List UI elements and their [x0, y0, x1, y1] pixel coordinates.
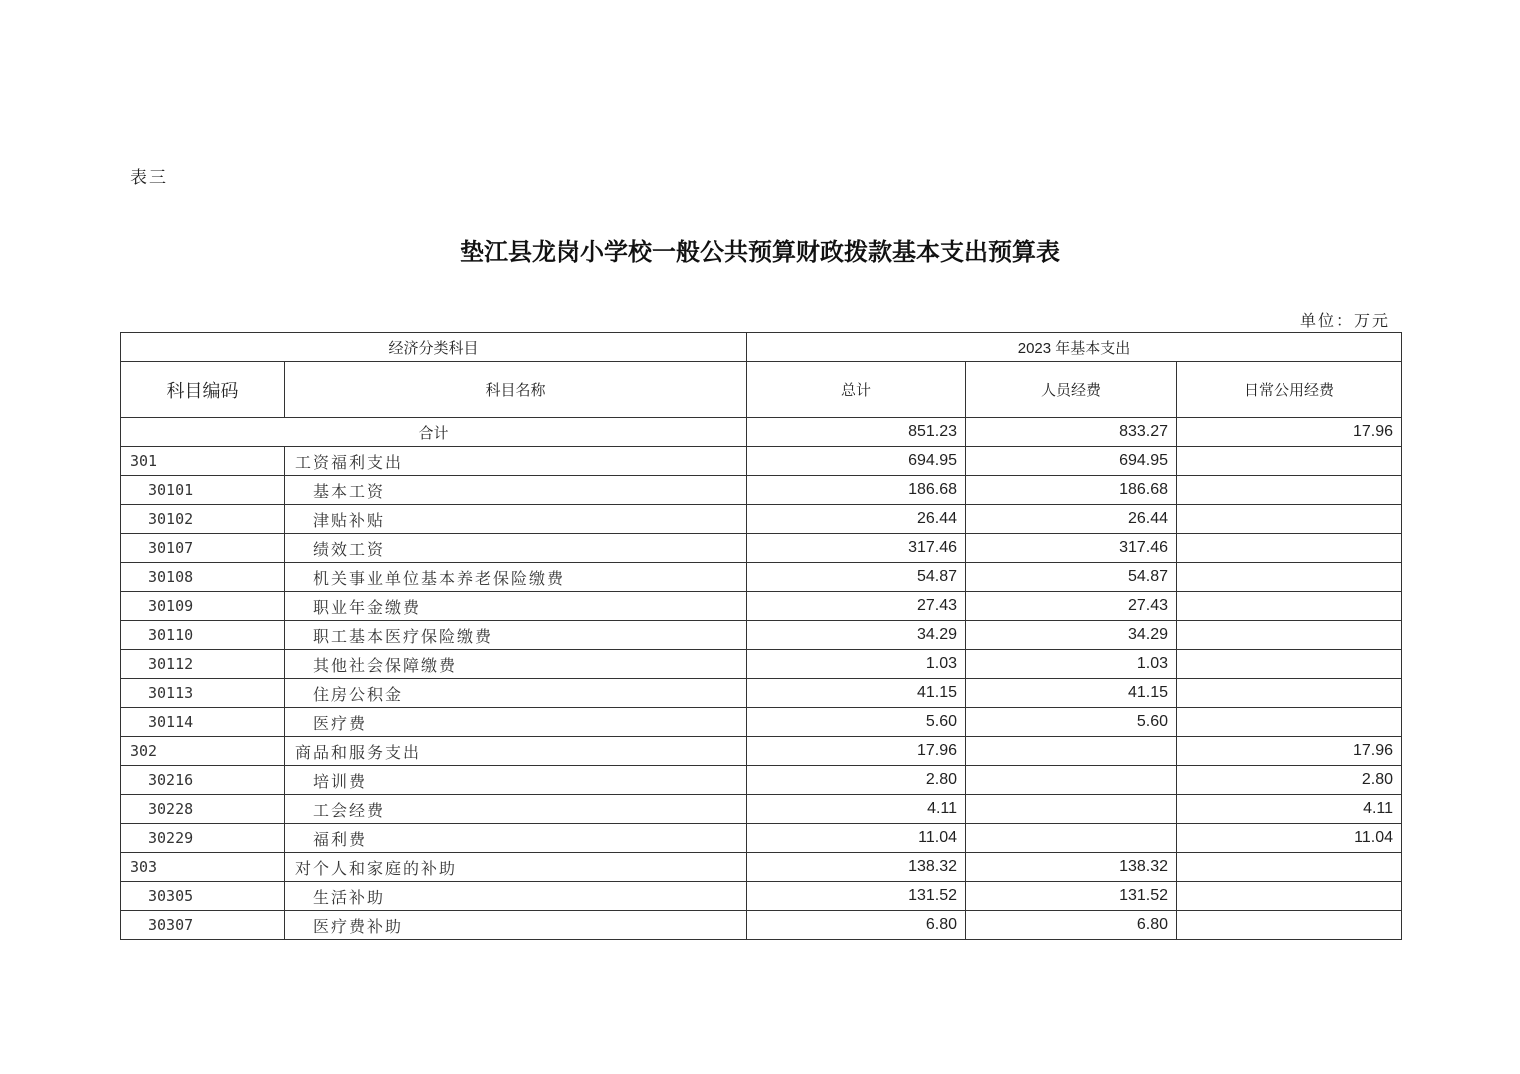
header-basic-expenditure: 2023 年基本支出 — [747, 333, 1402, 362]
row-personnel: 131.52 — [966, 882, 1177, 911]
row-code: 30110 — [121, 621, 285, 650]
row-name: 医疗费补助 — [285, 911, 747, 940]
unit-label: 单位：万元 — [1299, 311, 1390, 330]
row-public — [1177, 534, 1402, 563]
row-total: 4.11 — [747, 795, 966, 824]
row-total: 186.68 — [747, 476, 966, 505]
header-row-2 — [121, 362, 1402, 418]
row-code: 303 — [121, 853, 285, 882]
header-row-1 — [121, 333, 1402, 362]
table-row — [121, 824, 1402, 853]
table-row — [121, 766, 1402, 795]
row-name: 工会经费 — [285, 795, 747, 824]
row-name: 津贴补贴 — [285, 505, 747, 534]
row-total: 17.96 — [747, 737, 966, 766]
header-personnel: 人员经费 — [966, 362, 1177, 418]
row-personnel — [966, 737, 1177, 766]
row-total: 5.60 — [747, 708, 966, 737]
row-name: 对个人和家庭的补助 — [285, 853, 747, 882]
summary-row — [121, 418, 1402, 447]
row-total: 138.32 — [747, 853, 966, 882]
row-public — [1177, 563, 1402, 592]
row-name: 职工基本医疗保险缴费 — [285, 621, 747, 650]
row-name: 商品和服务支出 — [285, 737, 747, 766]
row-public — [1177, 679, 1402, 708]
table-row — [121, 679, 1402, 708]
row-total: 11.04 — [747, 824, 966, 853]
row-public — [1177, 853, 1402, 882]
row-name: 工资福利支出 — [285, 447, 747, 476]
row-personnel: 27.43 — [966, 592, 1177, 621]
row-personnel: 6.80 — [966, 911, 1177, 940]
row-public — [1177, 911, 1402, 940]
row-total: 131.52 — [747, 882, 966, 911]
summary-label: 合计 — [121, 418, 747, 447]
row-public — [1177, 708, 1402, 737]
row-public — [1177, 447, 1402, 476]
row-code: 30228 — [121, 795, 285, 824]
row-personnel: 694.95 — [966, 447, 1177, 476]
row-code: 302 — [121, 737, 285, 766]
row-total: 2.80 — [747, 766, 966, 795]
table-row — [121, 882, 1402, 911]
row-name: 医疗费 — [285, 708, 747, 737]
row-public — [1177, 621, 1402, 650]
row-code: 30114 — [121, 708, 285, 737]
row-code: 30305 — [121, 882, 285, 911]
summary-total: 851.23 — [747, 418, 966, 447]
header-total: 总计 — [747, 362, 966, 418]
row-name: 住房公积金 — [285, 679, 747, 708]
table-row — [121, 853, 1402, 882]
row-name: 职业年金缴费 — [285, 592, 747, 621]
row-code: 30112 — [121, 650, 285, 679]
row-public — [1177, 505, 1402, 534]
table-row — [121, 795, 1402, 824]
page-title: 垫江县龙岗小学校一般公共预算财政拨款基本支出预算表 — [460, 237, 1060, 266]
table-row — [121, 708, 1402, 737]
row-name: 机关事业单位基本养老保险缴费 — [285, 563, 747, 592]
row-public: 2.80 — [1177, 766, 1402, 795]
row-personnel: 317.46 — [966, 534, 1177, 563]
row-public: 4.11 — [1177, 795, 1402, 824]
header-code: 科目编码 — [121, 362, 285, 418]
row-personnel: 54.87 — [966, 563, 1177, 592]
table-row — [121, 563, 1402, 592]
row-total: 1.03 — [747, 650, 966, 679]
row-personnel — [966, 766, 1177, 795]
row-personnel: 41.15 — [966, 679, 1177, 708]
header-name: 科目名称 — [285, 362, 747, 418]
row-code: 301 — [121, 447, 285, 476]
row-code: 30216 — [121, 766, 285, 795]
row-public — [1177, 650, 1402, 679]
row-personnel: 138.32 — [966, 853, 1177, 882]
row-personnel: 26.44 — [966, 505, 1177, 534]
table-row — [121, 476, 1402, 505]
summary-personnel: 833.27 — [966, 418, 1177, 447]
budget-table — [120, 332, 1402, 940]
row-total: 26.44 — [747, 505, 966, 534]
row-code: 30107 — [121, 534, 285, 563]
row-name: 福利费 — [285, 824, 747, 853]
row-public — [1177, 592, 1402, 621]
summary-public: 17.96 — [1177, 418, 1402, 447]
row-name: 其他社会保障缴费 — [285, 650, 747, 679]
row-total: 27.43 — [747, 592, 966, 621]
row-total: 317.46 — [747, 534, 966, 563]
row-personnel — [966, 824, 1177, 853]
row-code: 30113 — [121, 679, 285, 708]
row-personnel: 186.68 — [966, 476, 1177, 505]
header-econ-category: 经济分类科目 — [121, 333, 747, 362]
row-public: 11.04 — [1177, 824, 1402, 853]
row-code: 30307 — [121, 911, 285, 940]
table-row — [121, 737, 1402, 766]
row-name: 基本工资 — [285, 476, 747, 505]
row-total: 34.29 — [747, 621, 966, 650]
table-row — [121, 592, 1402, 621]
row-name: 培训费 — [285, 766, 747, 795]
row-code: 30101 — [121, 476, 285, 505]
row-total: 6.80 — [747, 911, 966, 940]
row-personnel — [966, 795, 1177, 824]
table-row — [121, 505, 1402, 534]
row-public: 17.96 — [1177, 737, 1402, 766]
row-code: 30109 — [121, 592, 285, 621]
table-row — [121, 534, 1402, 563]
row-total: 694.95 — [747, 447, 966, 476]
row-public — [1177, 882, 1402, 911]
row-personnel: 5.60 — [966, 708, 1177, 737]
row-code: 30229 — [121, 824, 285, 853]
table-row — [121, 911, 1402, 940]
row-total: 54.87 — [747, 563, 966, 592]
row-personnel: 1.03 — [966, 650, 1177, 679]
row-public — [1177, 476, 1402, 505]
row-code: 30108 — [121, 563, 285, 592]
table-row — [121, 447, 1402, 476]
row-name: 生活补助 — [285, 882, 747, 911]
row-personnel: 34.29 — [966, 621, 1177, 650]
table-label: 表三 — [130, 168, 168, 188]
table-row — [121, 621, 1402, 650]
row-total: 41.15 — [747, 679, 966, 708]
row-name: 绩效工资 — [285, 534, 747, 563]
header-public: 日常公用经费 — [1177, 362, 1402, 418]
row-code: 30102 — [121, 505, 285, 534]
table-row — [121, 650, 1402, 679]
